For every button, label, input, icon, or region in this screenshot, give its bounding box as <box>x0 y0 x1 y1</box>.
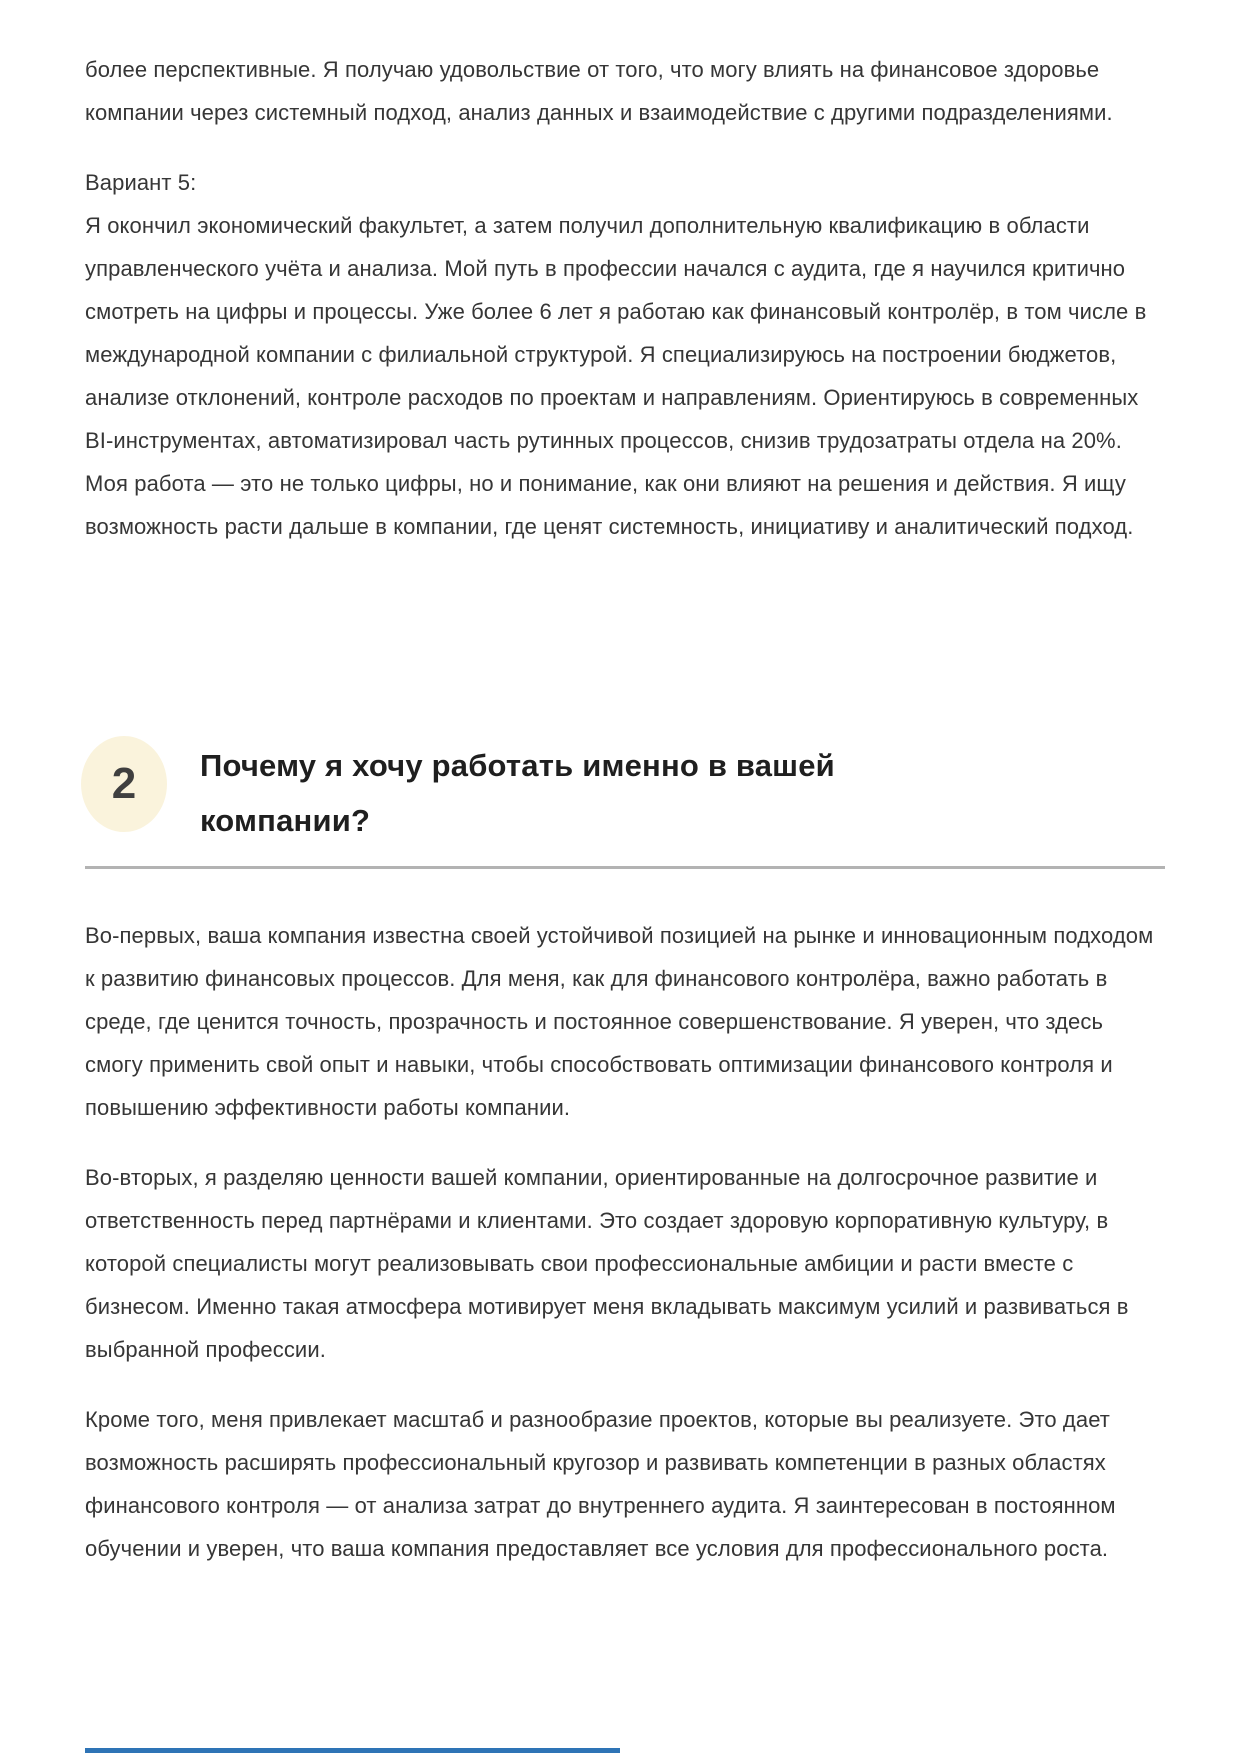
paragraph-why-company-1: Во-первых, ваша компания известна своей устойчивой позицией на рынке и инновационным подходом к развитию финансовых процессов. Для меня, как для финансового контролёра, важно работать в среде, где ценится точность, прозрачность и постоянное совершенствование. Я уверен, что здесь смогу применить свой опыт и навыки, чтобы способствовать оптимизации финансового контроля и повышению эффективности работы компании. <box>85 923 1154 1120</box>
paragraph-why-company-3: Кроме того, меня привлекает масштаб и разнообразие проектов, которые вы реализуете. Это дает возможность расширять профессиональный кругозор и развивать компетенции в разных областях финансового контроля — от анализа затрат до внутреннего аудита. Я заинтересован в постоянном обучении и уверен, что ваша компания предоставляет все условия для профессионального роста. <box>85 1407 1116 1561</box>
section-number: 2 <box>111 759 137 808</box>
section-title: Почему я хочу работать именно в вашей компании? <box>200 748 835 838</box>
paragraph-why-company-2: Во-вторых, я разделяю ценности вашей компании, ориентированные на долгосрочное развитие и ответственность перед партнёрами и клиентами. Это создает здоровую корпоративную культуру, в которой специалисты могут реализовывать свои профессиональные амбиции и расти вместе с бизнесом. Именно такая атмосфера мотивирует меня вкладывать максимум усилий и развиваться в выбранной профессии. <box>85 1165 1129 1362</box>
variant-5-label: Вариант 5: <box>85 170 197 195</box>
variant-5-paragraph: Я окончил экономический факультет, а затем получил дополнительную квалификацию в области управленческого учёта и анализа. Мой путь в профессии начался с аудита, где я научился критично смотреть на цифры и процессы. Уже более 6 лет я работаю как финансовый контролёр, в том числе в международной компании с филиальной структурой. Я специализируюсь на построении бюджетов, анализе отклонений, контроле расходов по проектам и направлениям. Ориентируюсь в современных BI-инструментах, автоматизировал часть рутинных процессов, снизив трудозатраты отдела на 20%. Моя работа — это не только цифры, но и понимание, как они влияют на решения и действия. Я ищу возможность расти дальше в компании, где ценят системность, инициативу и аналитический подход. <box>85 213 1147 539</box>
next-section-top-border <box>85 1748 620 1753</box>
paragraph-continuation: более перспективные. Я получаю удовольствие от того, что могу влиять на финансовое здоровье компании через системный подход, анализ данных и взаимодействие с другими подразделениями. <box>85 57 1113 125</box>
section-number-badge <box>81 736 167 832</box>
section-divider <box>85 866 1165 869</box>
variant-5-block <box>85 161 1165 548</box>
section-header <box>85 736 1165 848</box>
document-content <box>85 0 1165 1597</box>
